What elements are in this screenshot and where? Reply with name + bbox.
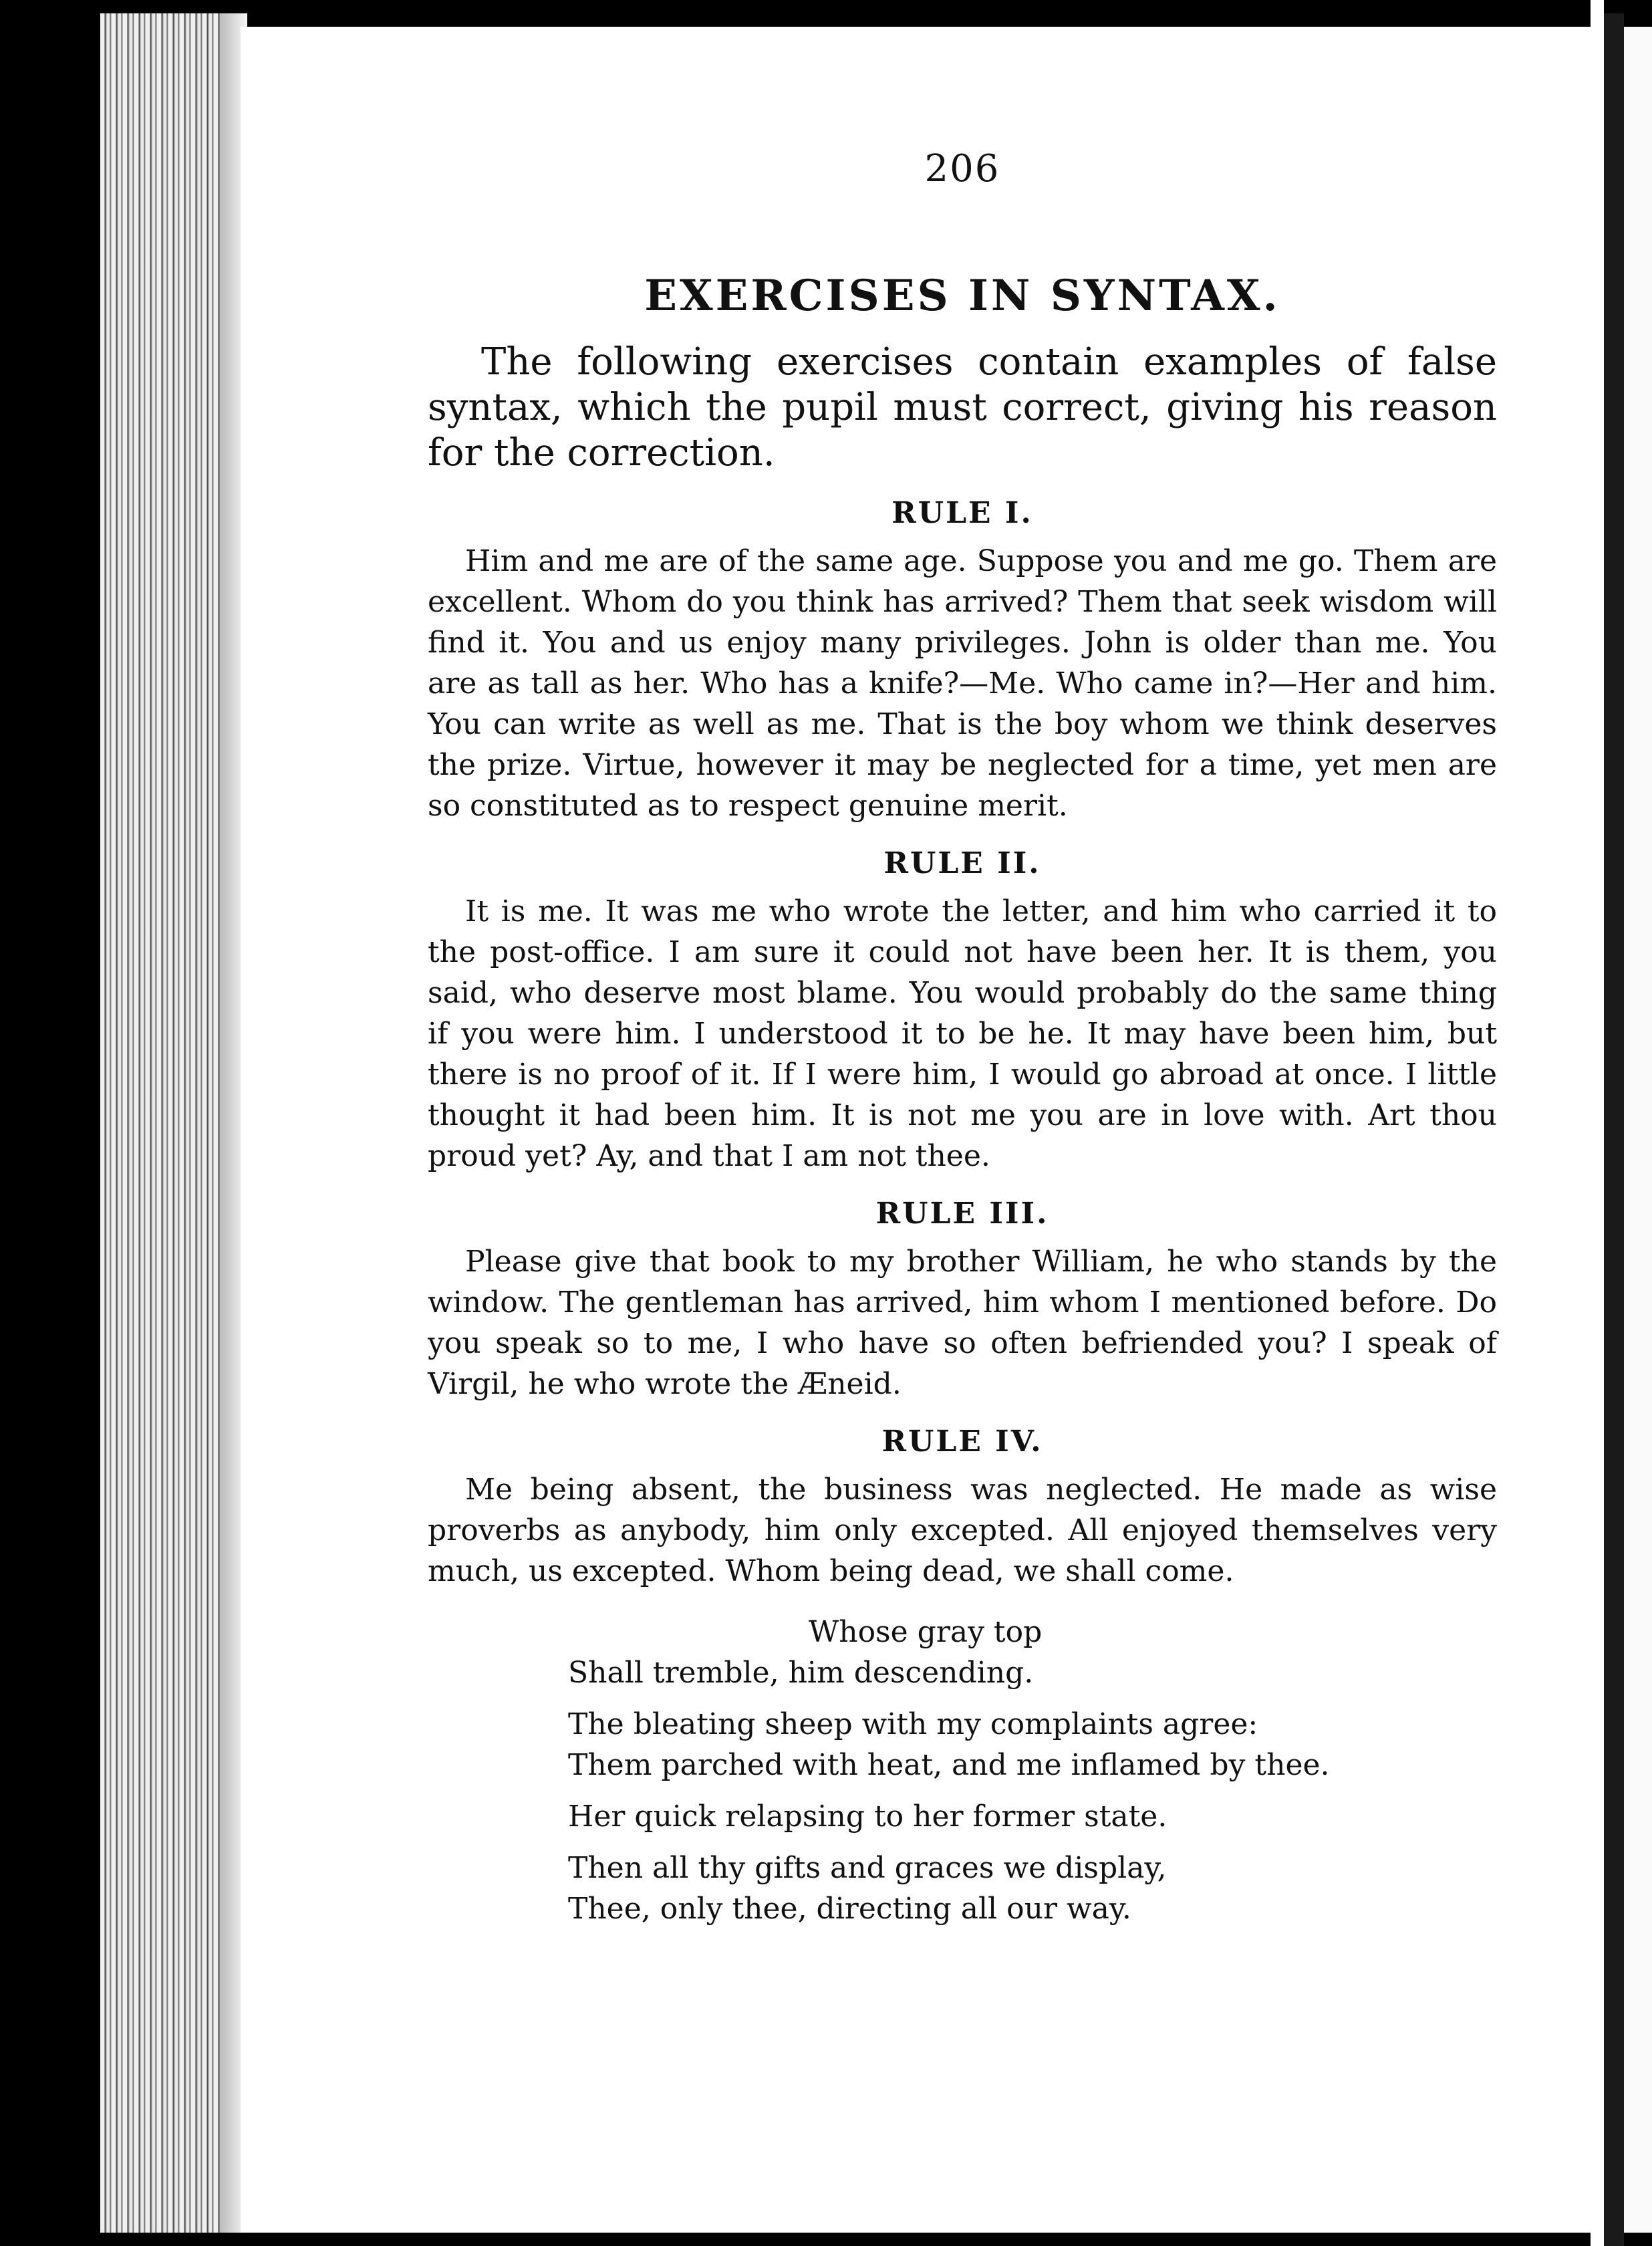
rule-1-text: Him and me are of the same age. Suppose you and me go. Them are excellent. Whom do you think has arrived? Them that seek wisdom will find it. You and us enjoy many privileges. John is older than me. You are as tall as her. Who has a knife?—Me. Who came in?—Her and him. You can write as well as me. That is the boy whom we think deserves the prize. Virtue, however it may be neglected for a time, yet men are so constituted as to respect genuine merit.	[428, 544, 1497, 823]
facing-page	[1624, 27, 1652, 2233]
page-content	[428, 147, 1497, 1940]
verse-stanza	[568, 1704, 1497, 1785]
rule-2-text: It is me. It was me who wrote the letter, and him who carried it to the post-office. I am sure it could not have been her. It is them, you said, who deserve most blame. You would probably do the same thing if you were him. I understood it to be he. It may have been him, but there is no proof of it. If I were him, I would go abroad at once. I little thought it had been him. It is not me you are in love with. Art thou proud yet? Ay, and that I am not thee.	[428, 894, 1497, 1173]
rule-2-heading: RULE II.	[883, 846, 1041, 880]
rule-3-text: Please give that book to my brother William, he who stands by the window. The gentleman has arrived, him whom I mentioned before. Do you speak so to me, I who have so often befriended you? I speak of Virgil, he who wrote the Æneid.	[428, 1245, 1497, 1401]
intro-paragraph: The following exercises contain examples of false syntax, which the pupil must correct, giving his reason for the correction.	[428, 340, 1497, 475]
book-page-edges	[100, 13, 234, 2233]
rule-4-heading: RULE IV.	[881, 1424, 1043, 1459]
rule-4-text: Me being absent, the business was neglected. He made as wise proverbs as anybody, him only excepted. All enjoyed themselves very much, us excepted. Whom being dead, we shall come.	[428, 1473, 1497, 1588]
verse-line: Them parched with heat, and me inflamed by thee.	[568, 1748, 1330, 1782]
verse-stanza	[568, 1848, 1497, 1929]
verse-line: The bleating sheep with my complaints agree:	[568, 1707, 1258, 1741]
right-margin	[1591, 0, 1604, 2246]
verse-line: Whose gray top	[809, 1615, 1043, 1649]
rule-1-heading: RULE I.	[891, 496, 1033, 530]
verse-stanza	[568, 1796, 1497, 1837]
verse-line: Thee, only thee, directing all our way.	[568, 1892, 1131, 1926]
facing-page-edge	[1604, 13, 1624, 2246]
verse-line: Shall tremble, him descending.	[568, 1656, 1034, 1690]
page-number: 206	[924, 147, 1000, 191]
verse-examples	[568, 1612, 1497, 1929]
verse-stanza	[568, 1612, 1497, 1693]
rule-3-heading: RULE III.	[875, 1197, 1049, 1231]
verse-line: Then all thy gifts and graces we display,	[568, 1851, 1167, 1885]
page-title: EXERCISES IN SYNTAX.	[644, 271, 1280, 321]
verse-line: Her quick relapsing to her former state.	[568, 1799, 1167, 1834]
